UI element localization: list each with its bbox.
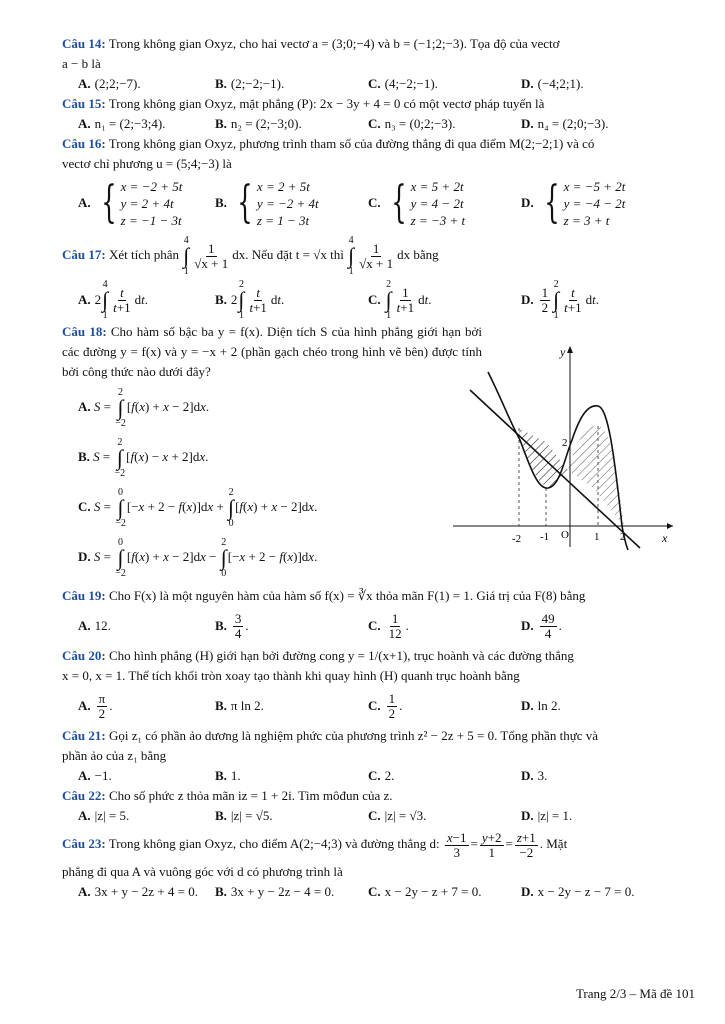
option-a: A. −1. — [78, 768, 112, 783]
option-b: B. n₂ = (2;−3;0). — [215, 116, 302, 131]
option-b: B. 2 2 ∫ 1 $\frac{t}{t+1}$ d t . — [215, 279, 285, 321]
options-row — [62, 114, 694, 134]
options-row — [62, 766, 694, 786]
option-d: D. $\frac{49}{4}$ . — [521, 610, 562, 641]
question-text: Cho F(x) là một nguyên hàm của hàm số f(x) = ∛x thỏa mãn F(1) = 1. Giá trị của F(8) bằng — [108, 588, 586, 603]
question-21 — [62, 726, 694, 746]
options-row — [62, 882, 694, 902]
x-axis-label: x — [662, 531, 668, 545]
option-b: B. { x = 2 + 5t y = −2 + 4t z = 1 − 3t — [215, 177, 319, 228]
question-label: Câu 17: — [62, 247, 106, 262]
options-row — [62, 74, 694, 94]
options-row — [62, 278, 694, 322]
option-d: D. n₄ = (2;0;−3). — [521, 116, 609, 131]
options-row — [62, 806, 694, 826]
y-axis-arrow — [567, 346, 573, 353]
option-b: B. π ln 2. — [215, 698, 264, 713]
option-d: D. $\frac{1}{2}$ 2 ∫ 1 $\frac{t}{t+1}$ d t . — [521, 279, 600, 321]
option-a: A. 3x + y − 2z + 4 = 0. — [78, 884, 198, 899]
option-b: B. 3x + y − 2z − 4 = 0. — [215, 884, 335, 899]
option-a: A. { x = −2 + 5t y = 2 + 4t z = −1 − 3t — [78, 177, 183, 228]
option-c: C. x − 2y − z + 7 = 0. — [368, 884, 482, 899]
question-text-cont: a − b là — [62, 56, 101, 71]
option-a: A. n₁ = (2;−3;4). — [78, 116, 166, 131]
question-text-cont: x = 0, x = 1. Thể tích khối tròn xoay tạo thành khi quay hình (H) quanh trục hoành bằng — [62, 668, 520, 683]
question-label: Câu 23: — [62, 836, 106, 851]
question-label: Câu 21: — [62, 728, 106, 743]
question-text: Cho hàm số bậc ba y = f(x). Diện tích S của hình phẳng giới hạn bởi các đường y = f(x) và y = −x + 2 (phần gạch chéo trong hình vẽ bên) được tính bởi công thức nào dưới đây? — [62, 324, 483, 379]
option-b: B. $\frac{3}{4}$ . — [215, 610, 249, 641]
question-text-cont: phẳng đi qua A và vuông góc với d có phương trình là — [62, 864, 343, 879]
options-row — [62, 174, 694, 232]
option-c: C. S = 0 ∫ −2 [−x + 2 − f(x)]dx + 2 ∫ 0 [f(x) + x − 2]dx. — [78, 487, 318, 530]
question-23: Câu 23: Trong không gian Oxyz, cho điểm A(2;−4;3) và đường thẳng d: $\frac{x-1}{3}$ = $\frac{y+2}{1}$ = $\frac{z+1}{-2}$ . Mặt — [62, 829, 568, 860]
question-text-cont: phần ảo của z₁ bằng — [62, 748, 167, 763]
option-d: D. S = 0 ∫ −2 [f(x) + x − 2]dx − 2 ∫ 0 [−x + 2 − f(x)]dx. — [78, 537, 318, 580]
question-17: Câu 17: Xét tích phân 4 ∫ 1 $\frac{1}{√x + 1}$ dx. Nếu đặt t = √x thì 4 ∫ 1 $\frac{1}{√x + 1}$ dx bằng — [62, 235, 439, 278]
option-c: C. 2 ∫ 1 $\frac{1}{t+1}$ d t . — [368, 279, 432, 321]
question-label: Câu 14: — [62, 36, 106, 51]
y-tick-label: 2 — [562, 437, 568, 449]
tick-label: 1 — [594, 531, 600, 543]
question-label: Câu 19: — [62, 588, 106, 603]
option-d: D. ln 2. — [521, 698, 561, 713]
question-19 — [62, 586, 694, 606]
question-text: Trong không gian Oxyz, cho hai vectơ a = (3;0;−4) và b = (−1;2;−3). Tọa độ của vectơ — [108, 36, 560, 51]
option-d: D. { x = −5 + 2t y = −4 − 2t z = 3 + t — [521, 177, 626, 228]
option-a: A. 12. — [78, 618, 111, 633]
question-text: Trong không gian Oxyz, phương trình tham số của đường thẳng đi qua điểm M(2;−2;1) và có — [108, 136, 595, 151]
option-d: D. 3. — [521, 768, 548, 783]
option-c: C. $\frac{1}{2}$ . — [368, 690, 403, 721]
question-22 — [62, 786, 694, 806]
question-14 — [62, 34, 694, 54]
option-c: C. (4;−2;−1). — [368, 76, 438, 91]
question-label: Câu 20: — [62, 648, 106, 663]
option-c: C. n₃ = (0;2;−3). — [368, 116, 456, 131]
option-d: D. (−4;2;1). — [521, 76, 584, 91]
option-d: D. |z| = 1. — [521, 808, 573, 823]
tick-label: -2 — [512, 533, 522, 545]
option-a: A. S = 2 ∫ −2 [f(x) + x − 2]dx. — [78, 387, 210, 430]
options-row — [62, 686, 694, 726]
option-c: C. 2. — [368, 768, 395, 783]
option-c: C. |z| = √3. — [368, 808, 427, 823]
option-b: B. (2;−2;−1). — [215, 76, 285, 91]
option-b: B. 1. — [215, 768, 241, 783]
question-15 — [62, 94, 694, 114]
question-label: Câu 22: — [62, 788, 106, 803]
tick-label: -1 — [540, 531, 550, 543]
question-text: Gọi z₁ có phần ảo dương là nghiệm phức của phương trình z² − 2z + 5 = 0. Tổng phần thực và — [108, 728, 599, 743]
question-text: Trong không gian Oxyz, mặt phẳng (P): 2x − 3y + 4 = 0 có một vectơ pháp tuyến là — [108, 96, 545, 111]
function-graph — [448, 342, 678, 552]
option-a: A. $\frac{\pi}{2}$ . — [78, 690, 113, 721]
question-label: Câu 16: — [62, 136, 106, 151]
question-label: Câu 18: — [62, 324, 107, 339]
question-text: Cho số phức z thỏa mãn iz = 1 + 2i. Tìm môđun của z. — [108, 788, 393, 803]
options-row — [62, 606, 694, 646]
option-c: C. { x = 5 + 2t y = 4 − 2t z = −3 + t — [368, 177, 466, 228]
question-text: Trong không gian Oxyz, cho điểm A(2;−4;3) và đường thẳng d: — [108, 836, 440, 851]
question-20 — [62, 646, 694, 666]
option-a: A. 2 4 ∫ 1 $\frac{t}{t+1}$ d t . — [78, 279, 149, 321]
option-b: B. |z| = √5. — [215, 808, 273, 823]
x-axis-arrow — [667, 523, 673, 529]
page-footer: Trang 2/3 – Mã đề 101 — [575, 986, 695, 1001]
y-axis-label: y — [560, 345, 566, 359]
tick-label: 2 — [620, 531, 626, 543]
option-c: C. $\frac{1}{12}$ . — [368, 610, 409, 641]
question-text: Cho hình phẳng (H) giới hạn bởi đường cong y = 1/(x+1), trục hoành và các đường thẳng — [108, 648, 574, 663]
question-text-cont: vectơ chỉ phương u = (5;4;−3) là — [62, 156, 232, 171]
option-a: A. |z| = 5. — [78, 808, 130, 823]
option-b: B. S = 2 ∫ −2 [f(x) − x + 2]dx. — [78, 437, 209, 480]
option-d: D. x − 2y − z − 7 = 0. — [521, 884, 635, 899]
question-16 — [62, 134, 694, 154]
origin-label: O — [561, 529, 569, 541]
question-label: Câu 15: — [62, 96, 106, 111]
option-a: A. (2;2;−7). — [78, 76, 141, 91]
